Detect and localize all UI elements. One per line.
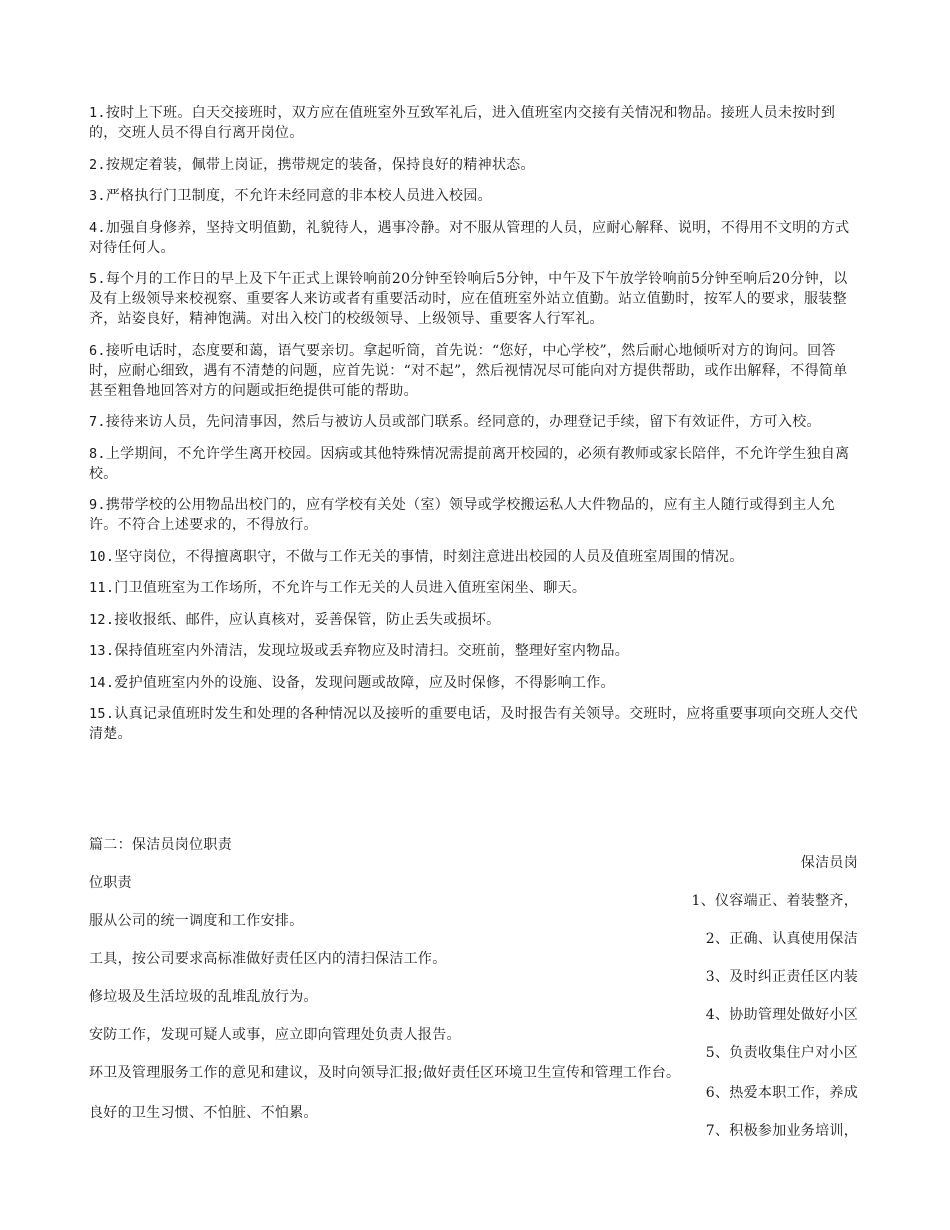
rule-item-3 [89,186,861,206]
rule-item-11 [89,578,861,598]
rule-number: 6. [89,342,106,359]
rule-text: 爱护值班室内外的设施、设备，发现问题或故障，应及时保修，不得影响工作。 [114,674,615,691]
rule-text: 坚守岗位，不得擅离职守，不做与工作无关的事情，时刻注意进出校园的人员及值班室周围的情况。 [114,548,744,565]
rule-text: 每个月的工作日的早上及下午正式上课铃响前20分钟至铃响后5分钟，中午及下午放学铃响前5分钟至响后20分钟，以及有上级领导来校视察、重要客人来访或者有重要活动时，应在值班室外站立值勤。站立值勤时，按军人的要求，服装整齐，站姿良好，精神饱满。对出入校门的校级领导、上级领导、重要客人行军礼。 [89,271,848,327]
duty-item-1-head: 1、仪容端正、着装整齐， [691,893,858,909]
rule-number: 2. [89,156,106,173]
duty-item-5-tail: 环卫及管理服务工作的意见和建议，及时向领导汇报;做好责任区环境卫生宣传和管理工作台。 [89,1065,681,1081]
rule-item-13 [89,641,861,661]
rule-text: 严格执行门卫制度，不允许未经同意的非本校人员进入校园。 [105,188,492,204]
duty-rules-list [89,103,861,756]
rule-item-5 [89,269,861,329]
rule-text: 接听电话时，态度要和蔼，语气要亲切。拿起听筒，首先说：“您好，中心学校”，然后耐心地倾听对方的询问。回答时，应耐心细致，遇有不清楚的问题，应首先说：“对不起”，然后视情况尽可能向对方提供帮助，或作出解释，不得简单甚至粗鲁地回答对方的问题或拒绝提供可能的帮助。 [89,342,848,399]
rule-number: 14. [89,674,115,691]
rule-item-14 [89,673,861,693]
section-heading: 篇二：保洁员岗位职责 [89,837,232,853]
rule-text: 按规定着装，佩带上岗证，携带规定的装备，保持良好的精神状态。 [105,156,535,173]
rule-number: 4. [89,219,106,236]
rule-number: 10. [89,548,115,565]
rule-item-12 [89,610,861,630]
rule-number: 8. [89,445,106,462]
rule-text: 认真记录值班时发生和处理的各种情况以及接听的重要电话，及时报告有关领导。交班时，应将重要事项向交班人交代清楚。 [89,706,858,742]
rule-number: 15. [89,706,115,722]
rule-item-4 [89,218,861,258]
rule-item-9 [89,495,861,535]
rule-text: 上学期间，不允许学生离开校园。因病或其他特殊情况需提前离开校园的，必须有教师或家长陪伴，不允许学生独自离校。 [89,445,850,482]
rule-text: 携带学校的公用物品出校门的，应有学校有关处（室）领导或学校搬运私人大件物品的，应有主人随行或得到主人允许。不符合上述要求的，不得放行。 [89,497,836,533]
duty-item-4-head: 4、协助管理处做好小区 [705,1007,858,1023]
rule-number: 9. [89,497,106,513]
rule-number: 5. [89,271,106,287]
duty-item-2-head: 2、正确、认真使用保洁 [705,931,858,947]
rule-text: 接待来访人员，先问清事因，然后与被访人员或部门联系。经同意的，办理登记手续，留下有效证件，方可入校。 [105,414,821,430]
rule-item-6 [89,341,861,401]
rule-item-1 [89,103,861,143]
duty-item-2-tail: 工具，按公司要求高标准做好责任区内的清扫保洁工作。 [89,951,447,967]
duty-item-4-tail: 安防工作，发现可疑人或事，应立即向管理处负责人报告。 [89,1027,461,1043]
rule-text: 接收报纸、邮件，应认真核对，妥善保管，防止丢失或损坏。 [114,611,501,628]
rule-item-10 [89,547,861,567]
rule-text: 保持值班室内外清洁，发现垃圾或丢弃物应及时清扫。交班前，整理好室内物品。 [114,643,630,659]
duty-item-6-head: 6、热爱本职工作，养成 [705,1085,858,1101]
rule-text: 门卫值班室为工作场所，不允许与工作无关的人员进入值班室闲坐、聊天。 [114,580,587,596]
rule-number: 1. [89,105,106,121]
rule-item-7 [89,412,861,432]
rule-item-15 [89,704,861,744]
rule-text: 按时上下班。白天交接班时，双方应在值班室外互致军礼后，进入值班室内交接有关情况和物品。接班人员未按时到的，交班人员不得自行离开岗位。 [89,105,836,141]
rule-text: 加强自身修养，坚持文明值勤，礼貌待人，遇事冷静。对不服从管理的人员，应耐心解释、说明，不得用不文明的方式对待任何人。 [89,219,850,256]
duty-item-3-tail: 修垃圾及生活垃圾的乱堆乱放行为。 [89,989,318,1005]
rule-number: 13. [89,643,115,659]
duty-item-5-head: 5、负责收集住户对小区 [705,1045,858,1061]
duty-item-3-head: 3、及时纠正责任区内装 [705,969,858,985]
rule-number: 7. [89,414,106,430]
duty-item-7-head: 7、积极参加业务培训， [705,1123,858,1139]
duty-item-6-tail: 良好的卫生习惯、不怕脏、不怕累。 [89,1105,318,1121]
rule-number: 3. [89,188,106,204]
section-title-left: 位职责 [89,875,132,891]
rule-number: 11. [89,580,115,596]
rule-item-2 [89,155,861,175]
section-title-right: 保洁员岗 [800,855,858,871]
rule-number: 12. [89,611,115,628]
duty-item-1-tail: 服从公司的统一调度和工作安排。 [89,913,304,929]
rule-item-8 [89,444,861,484]
